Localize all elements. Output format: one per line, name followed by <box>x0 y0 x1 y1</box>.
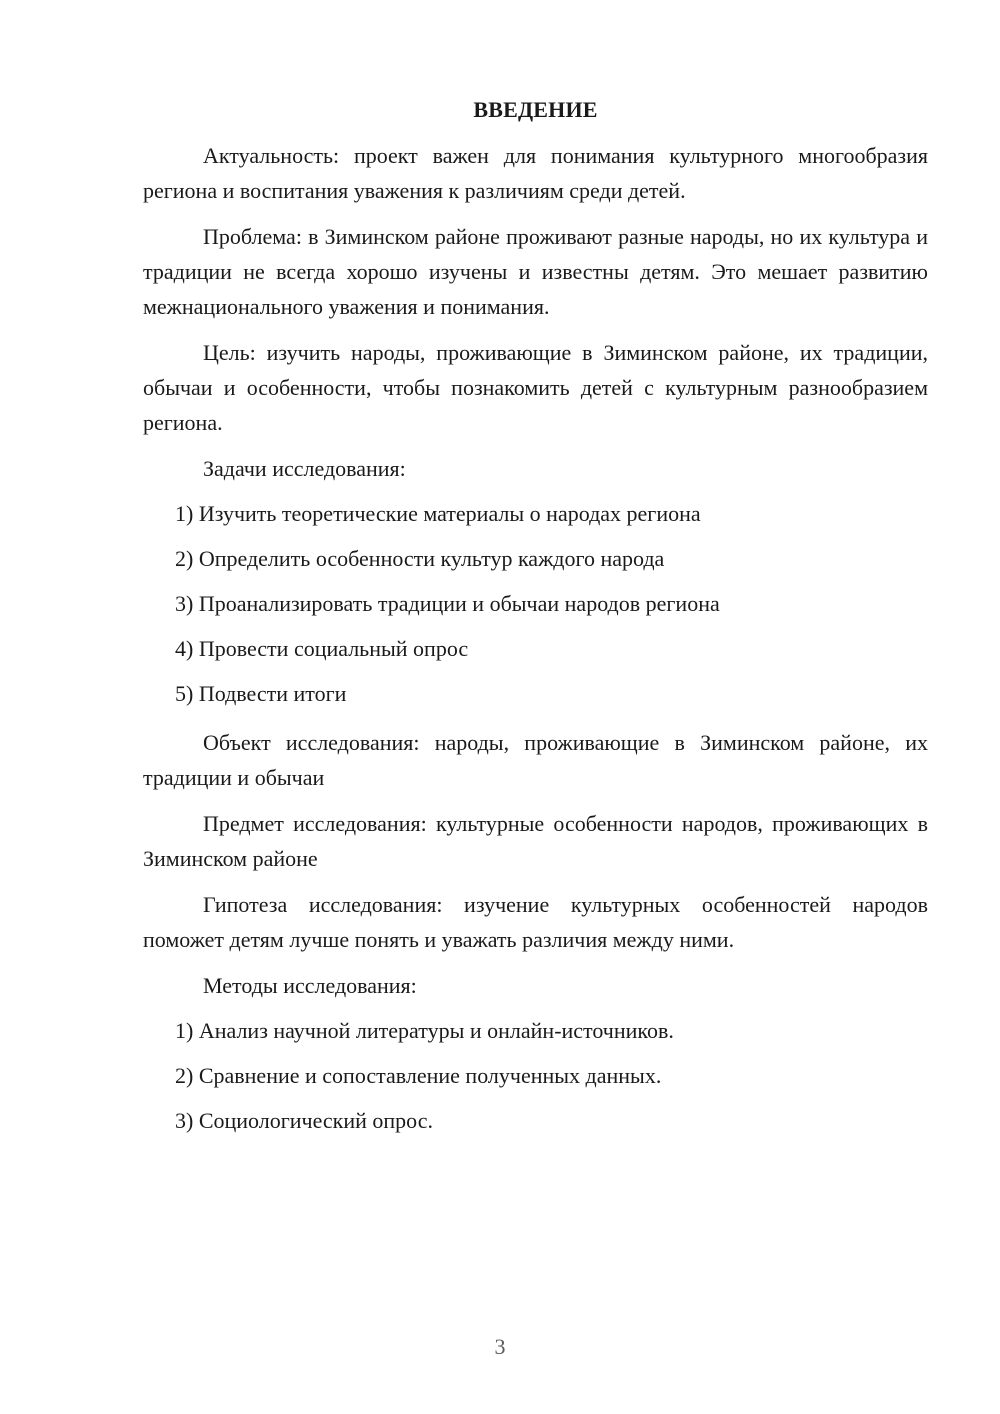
task-item: 1) Изучить теоретические материалы о народах региона <box>175 501 701 526</box>
method-item: 1) Анализ научной литературы и онлайн-источников. <box>175 1018 674 1043</box>
problem-paragraph: Проблема: в Зиминском районе проживают разные народы, но их культура и традиции не всегда хорошо изучены и известны детям. Это мешает развитию межнационального уважения и понимания. <box>143 224 928 319</box>
goal-paragraph: Цель: изучить народы, проживающие в Зиминском районе, их традиции, обычаи и особенности, чтобы познакомить детей с культурным разнообразием региона. <box>143 340 928 435</box>
task-item: 2) Определить особенности культур каждого народа <box>175 546 665 571</box>
method-item: 3) Социологический опрос. <box>175 1108 433 1133</box>
method-item: 2) Сравнение и сопоставление полученных данных. <box>175 1063 662 1088</box>
task-item: 5) Подвести итоги <box>175 681 347 706</box>
document-page <box>143 94 928 1148</box>
page-number: 3 <box>494 1334 506 1359</box>
task-item: 3) Проанализировать традиции и обычаи народов региона <box>175 591 720 616</box>
tasks-title: Задачи исследования: <box>203 456 406 481</box>
methods-title: Методы исследования: <box>203 973 417 998</box>
task-item: 4) Провести социальный опрос <box>175 636 469 661</box>
tasks-list <box>143 496 928 711</box>
subject-paragraph: Предмет исследования: культурные особенности народов, проживающих в Зиминском районе <box>143 811 928 871</box>
methods-list <box>143 1013 928 1138</box>
hypothesis-paragraph: Гипотеза исследования: изучение культурных особенностей народов поможет детям лучше понять и уважать различия между ними. <box>143 892 928 952</box>
object-paragraph: Объект исследования: народы, проживающие в Зиминском районе, их традиции и обычаи <box>143 730 928 790</box>
section-heading: ВВЕДЕНИЕ <box>473 97 598 122</box>
relevance-paragraph: Актуальность: проект важен для понимания культурного многообразия региона и воспитания уважения к различиям среди детей. <box>143 143 928 203</box>
